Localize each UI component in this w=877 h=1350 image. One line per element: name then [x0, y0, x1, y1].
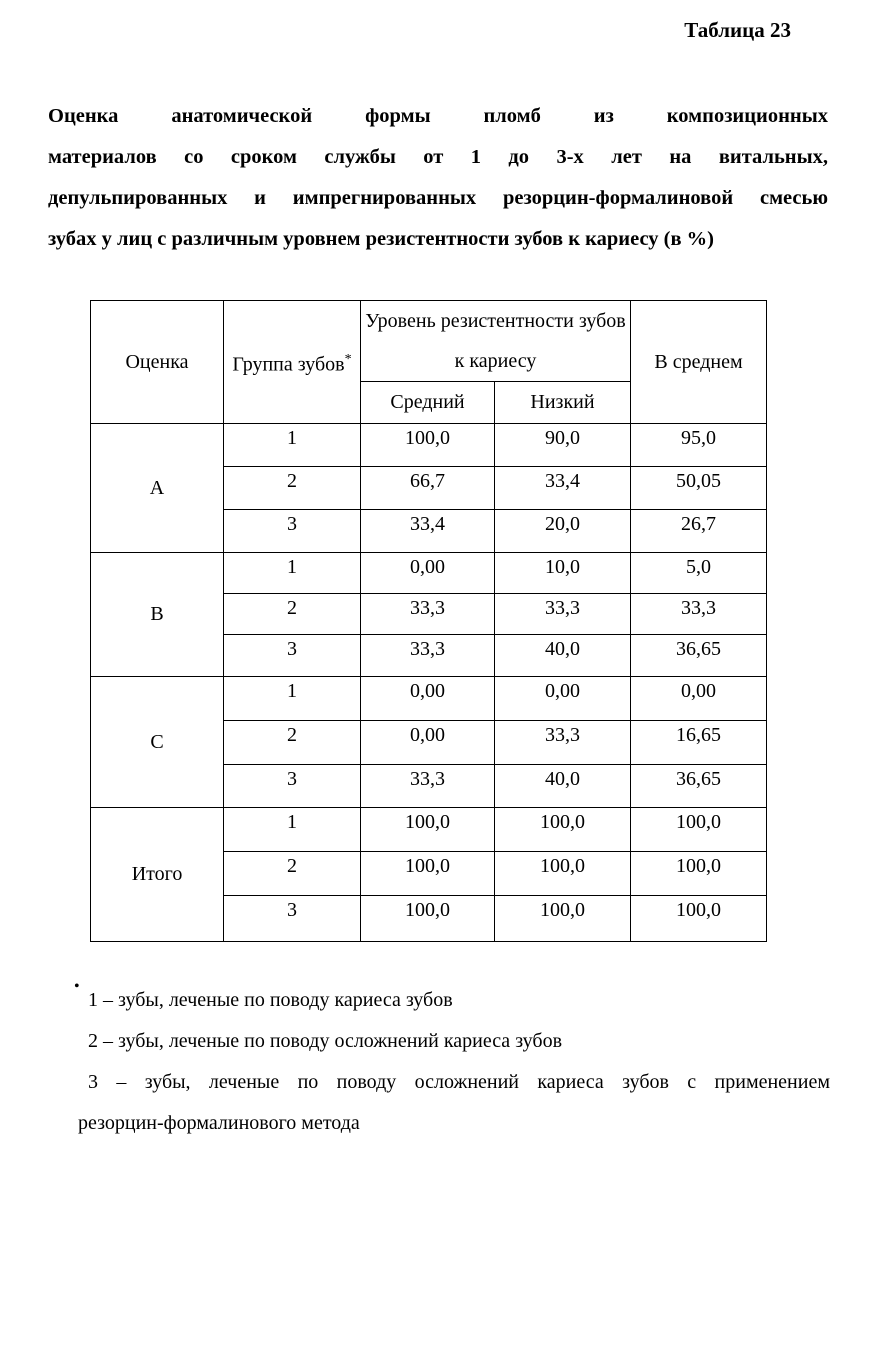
low-cell: 0,00 [495, 677, 631, 721]
group-cell: 2 [224, 594, 361, 635]
medium-cell: 0,00 [361, 553, 495, 594]
footnote-2: 2 – зубы, леченые по поводу осложнений кариеса зубов [88, 1030, 563, 1052]
header-low: Низкий [495, 382, 631, 424]
low-cell: 100,0 [495, 852, 631, 896]
medium-cell: 100,0 [361, 424, 495, 467]
low-cell: 100,0 [495, 808, 631, 852]
average-cell: 95,0 [631, 424, 767, 467]
low-cell: 20,0 [495, 510, 631, 553]
footnote-1: 1 – зубы, леченые по поводу кариеса зубов [88, 989, 453, 1011]
rating-cell: С [91, 677, 224, 808]
table-row [91, 808, 767, 852]
average-cell: 26,7 [631, 510, 767, 553]
table-row [91, 553, 767, 594]
average-cell: 100,0 [631, 896, 767, 942]
average-cell: 36,65 [631, 765, 767, 808]
average-cell: 33,3 [631, 594, 767, 635]
table-row [91, 424, 767, 467]
group-cell: 1 [224, 808, 361, 852]
medium-cell: 100,0 [361, 808, 495, 852]
rating-cell: В [91, 553, 224, 677]
medium-cell: 33,4 [361, 510, 495, 553]
low-cell: 33,4 [495, 467, 631, 510]
title-line: материалов со сроком службы от 1 до 3-х лет на витальных, [48, 146, 828, 168]
group-cell: 2 [224, 467, 361, 510]
low-cell: 33,3 [495, 721, 631, 765]
medium-cell: 33,3 [361, 594, 495, 635]
table-row [91, 677, 767, 721]
medium-cell: 66,7 [361, 467, 495, 510]
average-cell: 36,65 [631, 635, 767, 677]
medium-cell: 100,0 [361, 896, 495, 942]
low-cell: 40,0 [495, 765, 631, 808]
table-label: Таблица 23 [684, 18, 791, 42]
header-group [224, 301, 361, 424]
title-line: депульпированных и импрегнированных резорцин-формалиновой смесью [48, 187, 828, 209]
medium-cell: 33,3 [361, 765, 495, 808]
header-resistance: Уровень резистентности зубов к кариесу [361, 301, 631, 382]
header-medium: Средний [361, 382, 495, 424]
footnote-3-cont: резорцин-формалинового метода [78, 1112, 360, 1134]
average-cell: 100,0 [631, 852, 767, 896]
group-cell: 2 [224, 852, 361, 896]
group-cell: 3 [224, 635, 361, 677]
footnote-mark: • [74, 978, 80, 995]
group-cell: 1 [224, 553, 361, 594]
header-group-mark: * [344, 351, 352, 367]
group-cell: 3 [224, 765, 361, 808]
average-cell: 16,65 [631, 721, 767, 765]
average-cell: 50,05 [631, 467, 767, 510]
low-cell: 90,0 [495, 424, 631, 467]
title-line: зубах у лиц с различным уровнем резистентности зубов к кариесу (в %) [48, 228, 715, 250]
rating-cell: А [91, 424, 224, 553]
medium-cell: 0,00 [361, 677, 495, 721]
group-cell: 3 [224, 896, 361, 942]
medium-cell: 100,0 [361, 852, 495, 896]
medium-cell: 0,00 [361, 721, 495, 765]
average-cell: 100,0 [631, 808, 767, 852]
table-title [48, 96, 828, 260]
group-cell: 1 [224, 677, 361, 721]
low-cell: 40,0 [495, 635, 631, 677]
footnote-3: 3 – зубы, леченые по поводу осложнений кариеса зубов с применением [88, 1071, 830, 1093]
header-group-text: Группа зубов [232, 353, 345, 376]
low-cell: 10,0 [495, 553, 631, 594]
average-cell: 5,0 [631, 553, 767, 594]
average-cell: 0,00 [631, 677, 767, 721]
group-cell: 1 [224, 424, 361, 467]
footnotes [78, 980, 830, 1144]
medium-cell: 33,3 [361, 635, 495, 677]
header-average: В среднем [631, 301, 767, 424]
low-cell: 33,3 [495, 594, 631, 635]
group-cell: 3 [224, 510, 361, 553]
group-cell: 2 [224, 721, 361, 765]
rating-cell: Итого [91, 808, 224, 942]
title-line: Оценка анатомической формы пломб из композиционных [48, 105, 828, 127]
low-cell: 100,0 [495, 896, 631, 942]
data-table [90, 300, 767, 942]
header-rating: Оценка [91, 301, 224, 424]
